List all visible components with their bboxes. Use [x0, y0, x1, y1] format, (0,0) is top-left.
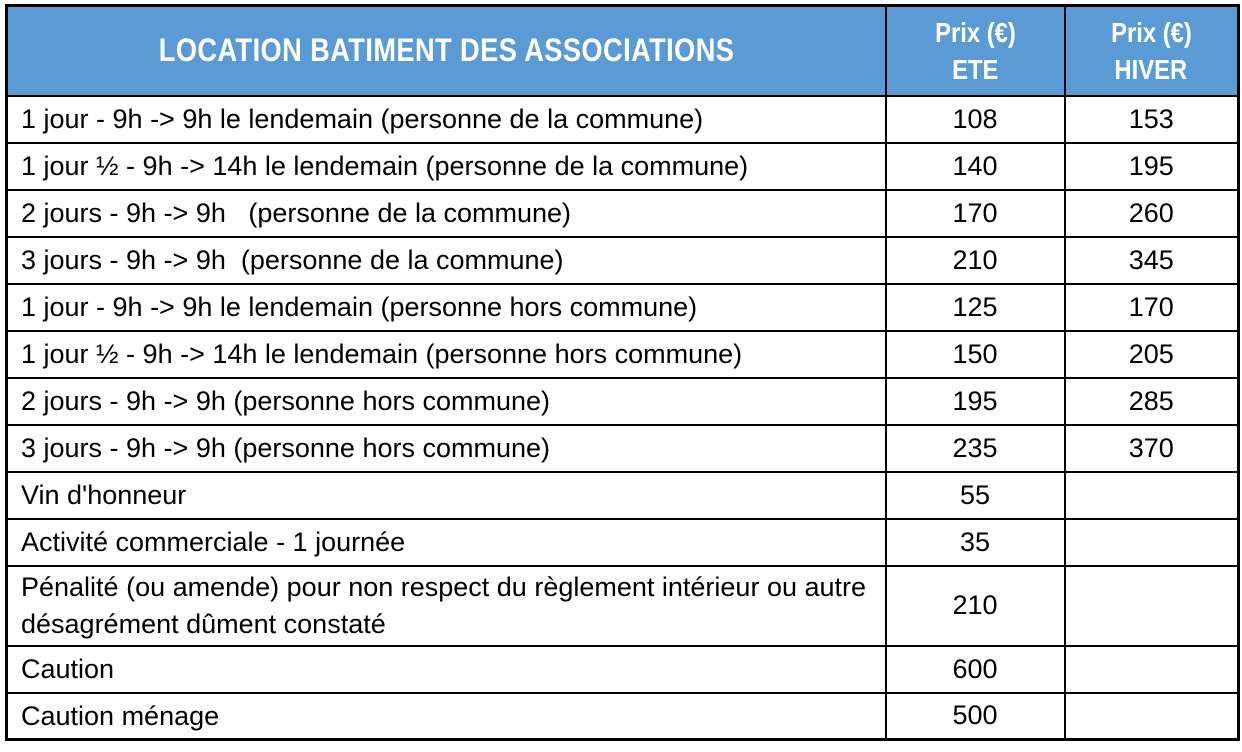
price-hiver-cell: [1065, 566, 1239, 646]
table-row: [7, 378, 1239, 425]
col-header-hiver-line1: Prix (€): [1110, 16, 1192, 48]
table-row: [7, 566, 1239, 646]
col-header-hiver-line2: HIVER: [1114, 53, 1188, 85]
price-ete-cell: 235: [886, 425, 1065, 472]
price-hiver-cell: [1065, 646, 1239, 693]
table-title-cell: [7, 6, 886, 96]
header-row: [7, 6, 1239, 96]
price-hiver-cell: 205: [1065, 331, 1239, 378]
table-row: [7, 646, 1239, 693]
price-ete-cell: 108: [886, 96, 1065, 143]
table-row: [7, 472, 1239, 519]
price-ete-cell: 195: [886, 378, 1065, 425]
price-ete-cell: 150: [886, 331, 1065, 378]
row-label-cell: 3 jours - 9h -> 9h (personne de la commune): [7, 237, 886, 284]
price-ete-cell: 500: [886, 693, 1065, 740]
price-ete-cell: 600: [886, 646, 1065, 693]
row-label-cell: 1 jour - 9h -> 9h le lendemain (personne de la commune): [7, 96, 886, 143]
row-label-cell: Pénalité (ou amende) pour non respect du règlement intérieur ou autre désagrément dûment constaté: [7, 566, 886, 646]
table-row: [7, 519, 1239, 566]
row-label-cell: 2 jours - 9h -> 9h (personne hors commune): [7, 378, 886, 425]
price-hiver-cell: 260: [1065, 190, 1239, 237]
row-label-cell: 3 jours - 9h -> 9h (personne hors commune): [7, 425, 886, 472]
price-hiver-cell: 195: [1065, 143, 1239, 190]
row-label-cell: Caution ménage: [7, 693, 886, 740]
price-ete-cell: 170: [886, 190, 1065, 237]
row-label-cell: 2 jours - 9h -> 9h (personne de la commune): [7, 190, 886, 237]
price-ete-cell: 210: [886, 566, 1065, 646]
col-header-ete: [886, 6, 1065, 96]
table-row: [7, 96, 1239, 143]
col-header-ete-line2: ETE: [951, 53, 999, 85]
row-label-cell: Caution: [7, 646, 886, 693]
col-header-hiver: [1065, 6, 1239, 96]
price-hiver-cell: 153: [1065, 96, 1239, 143]
price-ete-cell: 35: [886, 519, 1065, 566]
row-label-cell: Vin d'honneur: [7, 472, 886, 519]
row-label-cell: Activité commerciale - 1 journée: [7, 519, 886, 566]
price-hiver-cell: [1065, 472, 1239, 519]
price-hiver-cell: 285: [1065, 378, 1239, 425]
table-row: [7, 331, 1239, 378]
price-hiver-cell: 345: [1065, 237, 1239, 284]
price-ete-cell: 125: [886, 284, 1065, 331]
col-header-ete-line1: Prix (€): [934, 16, 1016, 48]
table-header: [7, 6, 1239, 96]
price-ete-cell: 55: [886, 472, 1065, 519]
price-ete-cell: 210: [886, 237, 1065, 284]
price-ete-cell: 140: [886, 143, 1065, 190]
row-label-cell: 1 jour ½ - 9h -> 14h le lendemain (personne hors commune): [7, 331, 886, 378]
row-label-cell: 1 jour - 9h -> 9h le lendemain (personne hors commune): [7, 284, 886, 331]
table-row: [7, 237, 1239, 284]
row-label-cell: 1 jour ½ - 9h -> 14h le lendemain (personne de la commune): [7, 143, 886, 190]
price-hiver-cell: 370: [1065, 425, 1239, 472]
table-body: [7, 96, 1239, 740]
table-row: [7, 425, 1239, 472]
table-row: [7, 190, 1239, 237]
table-row: [7, 143, 1239, 190]
table-row: [7, 284, 1239, 331]
table-row: [7, 693, 1239, 740]
table-title: LOCATION BATIMENT DES ASSOCIATIONS: [158, 32, 735, 69]
pricing-table: [5, 4, 1240, 741]
price-hiver-cell: [1065, 519, 1239, 566]
price-hiver-cell: [1065, 693, 1239, 740]
price-hiver-cell: 170: [1065, 284, 1239, 331]
